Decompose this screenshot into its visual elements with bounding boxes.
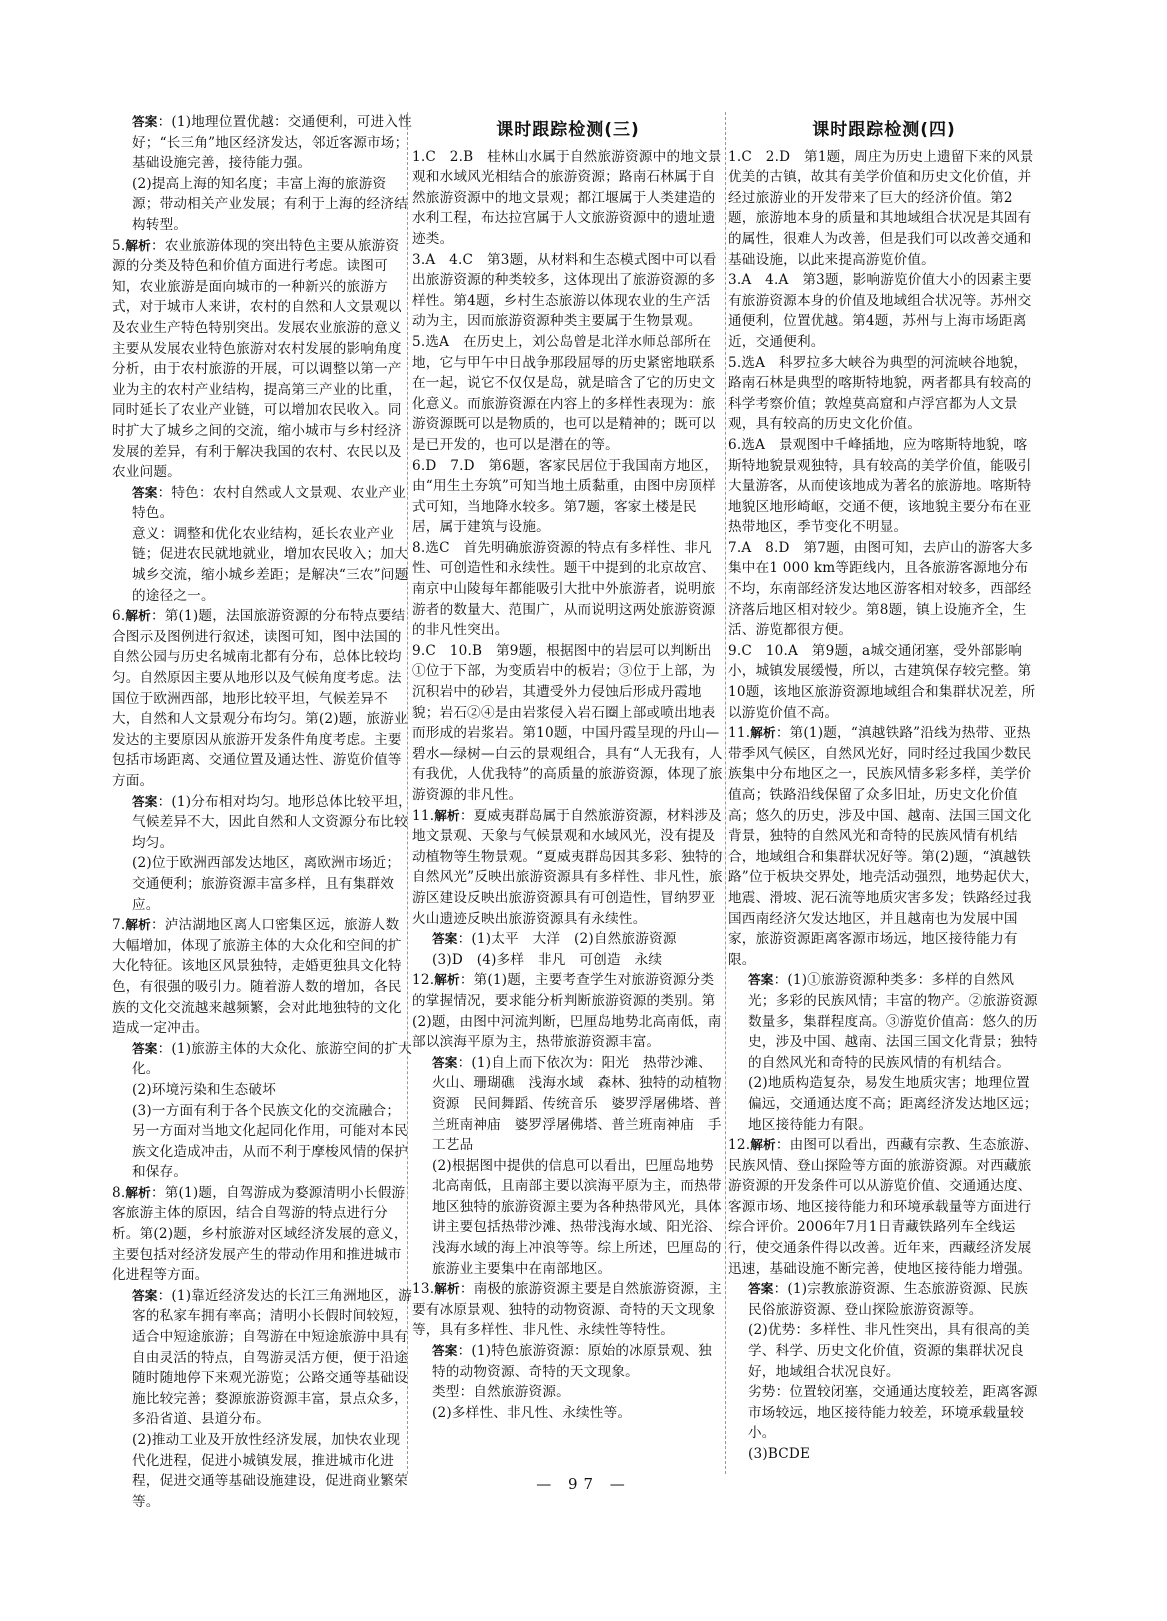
label-answer: 答案 (432, 1054, 458, 1070)
item-number: 5. (412, 333, 426, 350)
paragraph-text: ：南极的旅游资源主要是自然旅游资源，主要有冰原景观、独特的动物资源、奇特的天文现象等，具有多样性、非凡性、永续性等特性。 (412, 1281, 722, 1339)
paragraph-text: (2)多样性、非凡性、永续性等。 (432, 1404, 632, 1421)
item-number: 9. (412, 642, 426, 659)
answer-item (412, 250, 724, 332)
answer-paragraph (112, 1039, 412, 1080)
paragraph-text: ：第(1)题，自驾游成为婺源清明小长假游客旅游主体的原因，结合自驾游的特点进行分析。第(2)题，乡村旅游对区域经济发展的意义，主要包括对经济发展产生的带动作用和推进城市化进程等方面。 (112, 1184, 408, 1284)
answer-paragraph (412, 1341, 724, 1382)
item-number: 3. (728, 272, 742, 289)
item-number: 8. (412, 539, 426, 556)
label-analysis: 解析 (434, 972, 460, 988)
column-left (112, 112, 412, 1512)
paragraph-text: (2)提高上海的知名度；丰富上海的旅游资源；带动相关产业发展；有利于上海的经济结构转型。 (132, 175, 408, 233)
item-number: 12. (412, 972, 435, 989)
answer-paragraph (112, 174, 412, 236)
paragraph-text: 选A 科罗拉多大峡谷为典型的河流峡谷地貌，路南石林是典型的喀斯特地貌，两者都具有较高的科学考察价值；敦煌莫高窟和卢浮宫都为人文景观，具有较高的历史文化价值。 (728, 354, 1032, 433)
label-answer: 答案 (132, 1287, 158, 1303)
answer-paragraph (412, 1403, 724, 1424)
answer-paragraph (728, 1382, 1040, 1444)
paragraph-text: (2)环境污染和生态破坏 (132, 1081, 276, 1098)
answer-item (728, 641, 1040, 723)
answer-item (728, 723, 1040, 970)
item-number: 11. (728, 725, 751, 742)
answer-item (112, 606, 412, 791)
answer-item (412, 147, 724, 250)
label-analysis: 解析 (434, 807, 460, 823)
column-middle (412, 112, 724, 1423)
label-analysis: 解析 (125, 237, 151, 253)
paragraph-text: A 4.C 第3题，从材料和生态模式图中可以看出旅游资源的种类较多，这体现出了旅游资源的多样性。第4题，乡村生态旅游以体现农业的生产活动为主，因而旅游资源种类主要属于生物景观。 (412, 251, 717, 330)
paragraph-text: ：(1)太平 大洋 (2)自然旅游资源 (457, 931, 677, 948)
paragraph-text: (2)位于欧洲西部发达地区，离欧洲市场近；交通便利；旅游资源丰富多样，且有集群效应。 (132, 855, 401, 913)
paragraph-text: ：(1)①旅游资源种类多：多样的自然风光；多彩的民族风情；丰富的物产。②旅游资源数量多，集群程度高。③游览价值高：悠久的历史，涉及中国、越南、法国三国文化背景；独特的自然风光和奇特的民族风情的有机结合。 (748, 972, 1038, 1071)
answer-paragraph (412, 929, 724, 950)
answer-item (112, 236, 412, 483)
label-analysis: 解析 (750, 725, 776, 741)
label-answer: 答案 (132, 1040, 158, 1056)
answer-paragraph (112, 1286, 412, 1430)
answer-item (412, 641, 724, 806)
paragraph-text: ：(1)靠近经济发达的长江三角洲地区，游客的私家车拥有率高；清明小长假时间较短，适合中短途旅游；自驾游在中短途旅游中具有自由灵活的特点，自驾游灵活方便，便于沿途随时随地停下来观光游览；公路交通等基础设施比较完善；婺源旅游资源丰富，景点众多，多沿省道、县道分布。 (132, 1287, 412, 1428)
label-answer: 答案 (748, 1281, 774, 1297)
answer-paragraph (412, 1382, 724, 1403)
paragraph-text: 劣势：位置较闭塞，交通通达度较差，距离客源市场较远，地区接待能力较差，环境承载量较小。 (748, 1384, 1038, 1442)
paragraph-text: ：(1)宗教旅游资源、生态旅游资源、民族民俗旅游资源、登山探险旅游资源等。 (748, 1281, 1028, 1318)
answer-paragraph (112, 853, 412, 915)
answer-paragraph (112, 483, 412, 524)
paragraph-text: ：泸沽湖地区离人口密集区远，旅游人数大幅增加，体现了旅游主体的大众化和空间的扩大化特征。该地区风景独特，走婚更独具文化特色，有很强的吸引力。随着游人数的增加，各民族的文化交流越来越频繁，会对此地独特的文化造成一定冲击。 (112, 917, 402, 1037)
paragraph-text: D 7.D 第6题，客家民居位于我国南方地区，由“用生土夯筑”可知当地土质黏重，由图中房顶样式可知，当地降水较多。第7题，客家土楼是民居，属于建筑与设施。 (412, 457, 719, 536)
paragraph-text: ：(1)特色旅游资源：原始的冰原景观、独特的动物资源、奇特的天文现象。 (432, 1343, 712, 1380)
paragraph-text: 选A 在历史上，刘公岛曾是北洋水师总部所在地，它与甲午中日战争那段屈辱的历史紧密地联系在一起，说它不仅仅是岛，就是暗含了它的历史文化意义。而旅游资源在内容上的多样性表现为：旅游资源既可以是物质的，也可以是精神的；既可以是已开发的，也可以是潜在的等。 (412, 333, 716, 453)
answer-item (728, 435, 1040, 538)
label-answer: 答案 (432, 1343, 458, 1359)
answer-item (728, 147, 1040, 271)
paragraph-text: ：农业旅游体现的突出特色主要从旅游资源的分类及特色和价值方面进行考虑。读图可知，农业旅游是面向城市的一种新兴的旅游方式，对于城市人来讲，农村的自然和人文景观以及农业生产特色特别突出。发展农业旅游的意义主要从发展农业特色旅游对农村发展的影响角度分析，由于农村旅游的开展，可以调整以第一产业为主的农村产业结构，提高第三产业的比重，同时延长了农业产业链，可以增加农民收入。同时扩大了城乡之间的交流，缩小城市与乡村经济发展的差异，有利于解决我国的农村、农民以及农业问题。 (112, 237, 402, 481)
answer-paragraph (728, 970, 1040, 1073)
answer-item (728, 538, 1040, 641)
paragraph-text: C 2.D 第1题，周庄为历史上遗留下来的风景优美的古镇，故其有美学价值和历史文化价值，并经过旅游业的开发带来了巨大的经济价值。第2题，旅游地本身的质量和其地域组合状况是其固有的属性，很难人为改善，但是我们可以改善交通和基础设施，以此来提高游览价值。 (728, 148, 1034, 268)
item-number: 3. (412, 251, 426, 268)
answer-item (728, 1135, 1040, 1279)
answer-item (412, 332, 724, 456)
label-analysis: 解析 (434, 1281, 460, 1297)
item-number: 9. (728, 642, 742, 659)
item-number: 1. (728, 148, 742, 165)
section-title-3: 课时跟踪检测(三) (496, 120, 640, 140)
paragraph-text: (2)根据图中提供的信息可以看出，巴厘岛地势北高南低，且南部主要以滨海平原为主，而热带地区独特的旅游资源主要为各种热带风光，具体讲主要包括热带沙滩、热带浅海水域、阳光浴、浅海水域的海上冲浪等等。综上所述，巴厘岛的旅游业主要集中在南部地区。 (432, 1157, 722, 1277)
answer-item (728, 270, 1040, 352)
answer-paragraph (112, 1080, 412, 1101)
answer-paragraph (412, 1053, 724, 1156)
paragraph-text: C 2.B 桂林山水属于自然旅游资源中的地文景观和水域风光相结合的旅游资源；路南石林属于自然旅游资源中的地文景观；都江堰属于人类建造的水利工程，布达拉宫属于人文旅游资源中的遗址遗迹类。 (412, 148, 722, 247)
answer-item (412, 970, 724, 1052)
item-number: 5. (728, 354, 742, 371)
paragraph-text: 选C 首先明确旅游资源的特点有多样性、非凡性、可创造性和永续性。题干中提到的北京故宫、南京中山陵每年都能吸引大批中外旅游者，说明旅游者的数量大、范围广，从而说明这两处旅游资源的非凡性突出。 (412, 539, 716, 639)
paragraph-text: ：第(1)题，法国旅游资源的分布特点要结合图示及图例进行叙述，读图可知，图中法国的自然公园与历史名城南北都有分布，总体比较均匀。自然原因主要从地形以及气候角度考虑。法国位于欧洲西部，地形比较平坦，气候差异不大，自然和人文景观分布均匀。第(2)题，旅游业发达的主要原因从旅游开发条件角度考虑。主要包括市场距离、交通位置及通达性、游览价值等方面。 (112, 608, 408, 789)
item-number: 6. (728, 436, 742, 453)
answer-paragraph (112, 792, 412, 854)
item-number: 6. (112, 608, 126, 625)
paragraph-text: ：特色：农村自然或人文景观、农业产业特色。 (132, 484, 406, 522)
paragraph-text: ：由图可以看出，西藏有宗教、生态旅游、民族风情、登山探险等方面的旅游资源。对西藏旅游资源的开发条件可以从游览价值、交通通达度、客源市场、地区接待能力和环境承载量等方面进行综合评价。2006年7月1日青藏铁路列车全线运行，使交通条件得以改善。近年来，西藏经济发展迅速，基础设施不断完善，使地区接待能力增强。 (728, 1137, 1038, 1277)
section-title-4: 课时跟踪检测(四) (812, 120, 956, 140)
answer-paragraph (112, 1101, 412, 1183)
label-answer: 答案 (132, 484, 158, 500)
answer-paragraph (412, 950, 724, 971)
paragraph-text: A 8.D 第7题，由图可知，去庐山的游客大多集中在1 000 km等距线内，且各旅游客源地分布不均，东南部经济发达地区游客相对较多，西部经济落后地区相对较少。第8题，镇上设施齐全，生活、游览都很方便。 (728, 539, 1033, 639)
paragraph-text: ：(1)地理位置优越：交通便利，可进入性好；“长三角”地区经济发达，邻近客源市场；基础设施完善，接待能力强。 (132, 114, 412, 172)
paragraph-text: C 10.B 第9题，根据图中的岩层可以判断出①位于下部，为变质岩中的板岩；③位于上部，为沉积岩中的砂岩，其遭受外力侵蚀后形成丹霞地貌；岩石②④是由岩浆侵入岩石圈上部或喷出地表而形成的岩浆岩。第10题，中国丹霞呈现的丹山—碧水—绿树—白云的景观组合，具有“人无我有，人有我优，人优我特”的高质量的旅游资源，体现了旅游资源的非凡性。 (412, 642, 723, 803)
label-analysis: 解析 (125, 608, 151, 624)
label-answer: 答案 (132, 114, 158, 129)
answer-paragraph (112, 524, 412, 606)
answer-paragraph (412, 1156, 724, 1280)
paragraph-text: 选A 景观图中千峰插地，应为喀斯特地貌，喀斯特地貌景观独特，具有较高的美学价值，能吸引大量游客，从而使该地成为著名的旅游地。喀斯特地貌区地形崎岖，交通不便，该地貌主要分布在亚热带地区，季节变化不明显。 (728, 436, 1032, 536)
answer-item (112, 915, 412, 1039)
answer-paragraph (728, 1279, 1040, 1320)
paragraph-text: (2)优势：多样性、非凡性突出，具有很高的美学、科学、历史文化价值，资源的集群状况良好，地域组合状况良好。 (748, 1322, 1030, 1380)
label-answer: 答案 (432, 931, 458, 947)
item-number: 12. (728, 1137, 751, 1154)
paragraph-text: 类型：自然旅游资源。 (432, 1384, 570, 1401)
paragraph-text: (3)一方面有利于各个民族文化的交流融合；另一方面对当地文化起同化作用，可能对本民族文化造成冲击，从而不利于摩梭风情的保护和保存。 (132, 1102, 408, 1181)
item-number: 5. (112, 237, 126, 254)
answer-paragraph (112, 1430, 412, 1512)
label-answer: 答案 (132, 793, 158, 809)
paragraph-text: (2)推动工业及开放性经济发展，加快农业现代化进程，促进小城镇发展，推进城市化进程，促进交通等基础设施建设，促进商业繁荣等。 (132, 1432, 408, 1510)
item-number: 1. (412, 148, 426, 165)
item-number: 8. (112, 1184, 126, 1201)
answer-item (412, 1279, 724, 1341)
label-analysis: 解析 (125, 1184, 151, 1200)
paragraph-text: C 10.A 第9题，a城交通闭塞，受外部影响小，城镇发展缓慢，所以，古建筑保存较完整。第10题，该地区旅游资源地域组合和集群状况差，所以游览价值不高。 (728, 642, 1036, 721)
item-number: 7. (112, 917, 126, 934)
answer-item (412, 456, 724, 538)
label-answer: 答案 (748, 972, 774, 988)
answer-item (412, 538, 724, 641)
answer-item (412, 806, 724, 930)
column-right (728, 112, 1040, 1465)
answer-paragraph (728, 1320, 1040, 1382)
paragraph-text: A 4.A 第3题，影响游览价值大小的因素主要有旅游资源本身的价值及地域组合状况等。苏州交通便利，位置优越。第4题，苏州与上海市场距离近，交通便利。 (728, 272, 1032, 350)
label-analysis: 解析 (125, 917, 151, 933)
item-number: 13. (412, 1281, 435, 1298)
paragraph-text: ：第(1)题，主要考查学生对旅游资源分类的掌握情况，要求能分析判断旅游资源的类别。第(2)题，由图中河流判断，巴厘岛地势北高南低，南部以滨海平原为主，热带旅游资源丰富。 (412, 972, 722, 1051)
item-number: 11. (412, 807, 435, 824)
paragraph-text: ：(1)旅游主体的大众化、旅游空间的扩大化。 (132, 1040, 412, 1078)
answer-paragraph (112, 112, 412, 174)
item-number: 6. (412, 457, 426, 474)
paragraph-text: ：(1)自上而下依次为：阳光 热带沙滩、火山、珊瑚礁 浅海水域 森林、独特的动植物资源 民间舞蹈、传统音乐 婆罗浮屠佛塔、普兰班南神庙 婆罗浮屠佛塔、普兰班南神庙 手工艺品 (432, 1054, 722, 1154)
answer-item (728, 353, 1040, 435)
page-number: — 97 — (536, 1475, 631, 1493)
answer-item (112, 1183, 412, 1286)
answer-paragraph (728, 1444, 1040, 1465)
paragraph-text: ：第(1)题，“滇越铁路”沿线为热带、亚热带季风气候区，自然风光好，同时经过我国少数民族集中分布地区之一，民族风情多彩多样，美学价值高；铁路沿线保留了众多旧址，历史文化价值高；悠久的历史，涉及中国、越南、法国三国文化背景，独特的自然风光和奇特的民族风情有机结合，地域组合和集群状况好等。第(2)题，“滇越铁路”位于板块交界处，地壳活动强烈，地势起伏大，地震、滑坡、泥石流等地质灾害多发；铁路经过我国西南经济欠发达地区，并且越南也为发展中国家，旅游资源距离客源市场远，地区接待能力有限。 (728, 725, 1039, 968)
paragraph-text: ：(1)分布相对均匀。地形总体比较平坦，气候差异不大，因此自然和人文资源分布比较均匀。 (132, 793, 412, 851)
column-divider-right (725, 112, 726, 1474)
label-analysis: 解析 (750, 1137, 776, 1153)
paragraph-text: (2)地质构造复杂，易发生地质灾害；地理位置偏远，交通通达度不高；距离经济发达地区远；地区接待能力有限。 (748, 1075, 1038, 1133)
paragraph-text: (3)BCDE (748, 1446, 811, 1462)
answer-paragraph (728, 1073, 1040, 1135)
item-number: 7. (728, 539, 742, 556)
paragraph-text: (3)D (4)多样 非凡 可创造 永续 (432, 951, 663, 968)
paragraph-text: ：夏威夷群岛属于自然旅游资源，材料涉及地文景观、天象与气候景观和水域风光，没有提及动植物等生物景观。“夏威夷群岛因其多彩、独特的自然风光”反映出旅游资源具有多样性、非凡性，旅游区建设反映出旅游资源具有可创造性，冒纳罗亚火山遗迹反映出旅游资源具有永续性。 (412, 807, 723, 927)
paragraph-text: 意义：调整和优化农业结构，延长农业产业链；促进农民就地就业，增加农民收入；加大城乡交流，缩小城乡差距；是解决“三农”问题的途径之一。 (132, 525, 409, 604)
